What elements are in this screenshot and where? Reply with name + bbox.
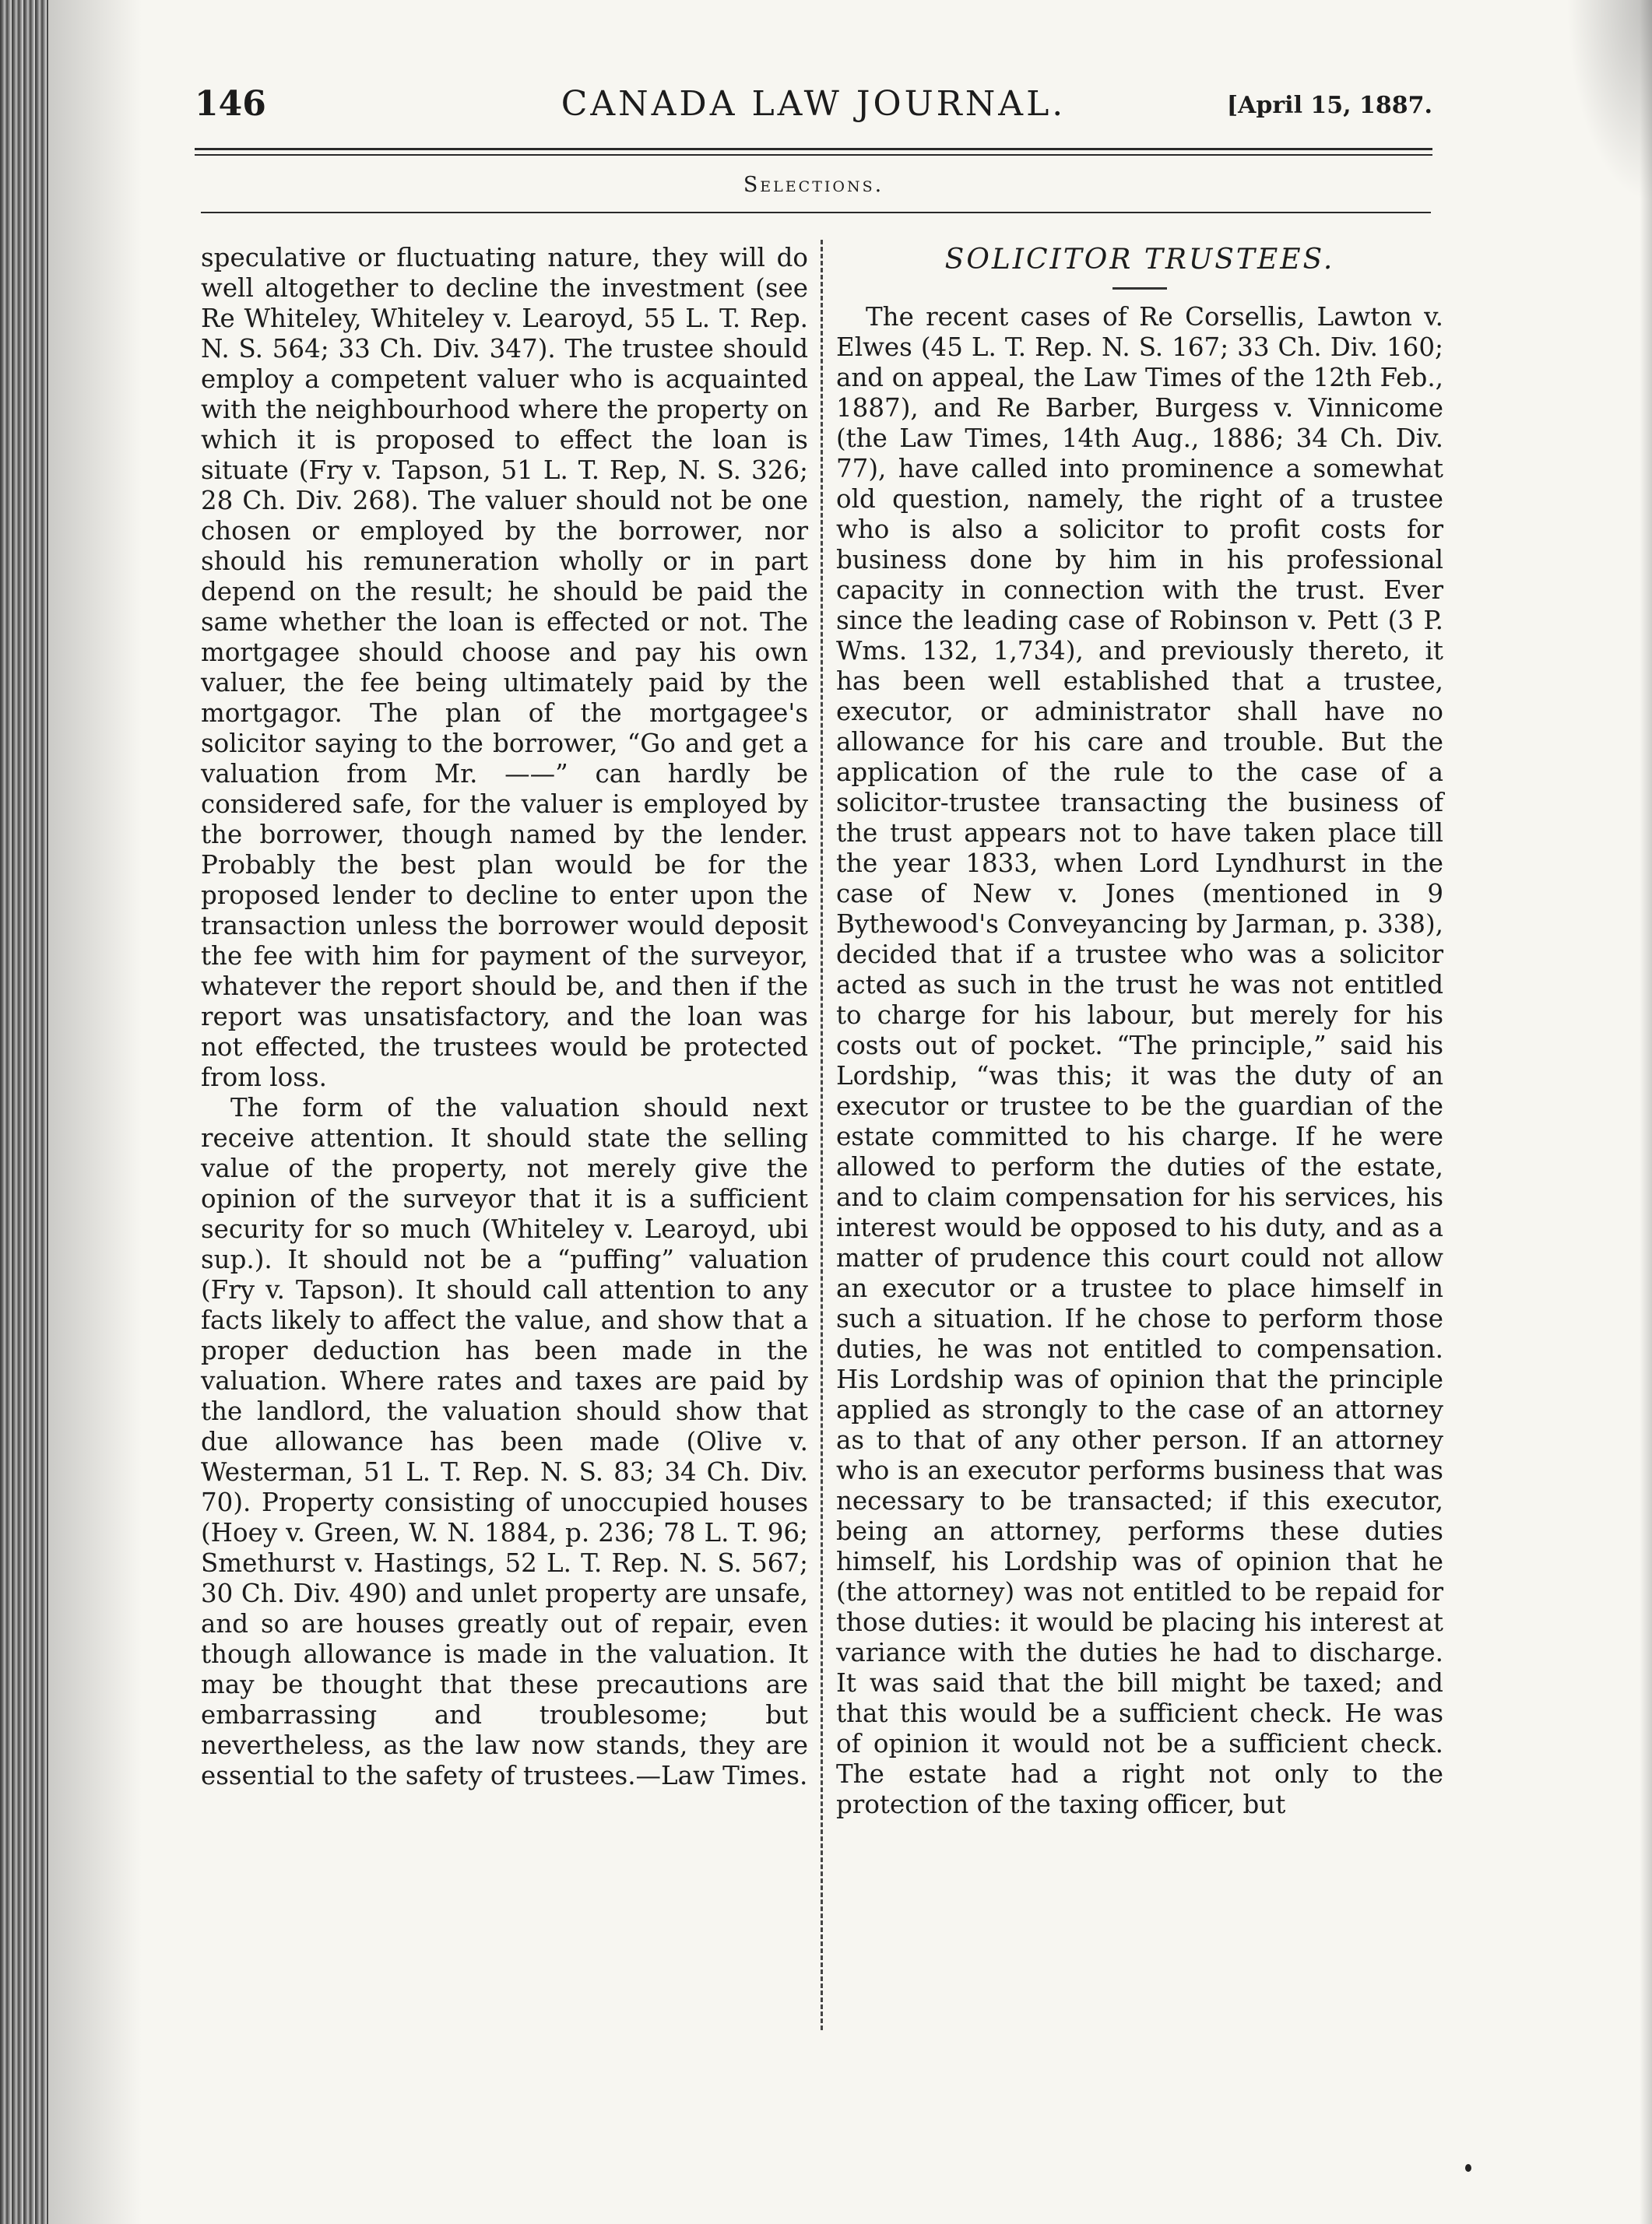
- section-rule: [201, 212, 1431, 213]
- page-number: 146: [195, 84, 266, 124]
- ink-speck: [1465, 2164, 1471, 2172]
- right-column: [836, 243, 1443, 1820]
- left-paragraph: The form of the valuation should next receive attention. It should state the selling value of the property, not merely give the opinion of the surveyor that it is a sufficient security for so much (Whiteley v. Learoyd, ubi sup.). It should not be a “puffing” valuation (Fry v. Tapson). It should call attention to any facts likely to affect the value, and show that a proper deduction has been made in the valuation. Where rates and taxes are paid by the landlord, the valuation should show that due allowance has been made (Olive v. Westerman, 51 L. T. Rep. N. S. 83; 34 Ch. Div. 70). Property consisting of unoccupied houses (Hoey v. Green, W. N. 1884, p. 236; 78 L. T. 96; Smethurst v. Hastings, 52 L. T. Rep. N. S. 567; 30 Ch. Div. 490) and unlet property are unsafe, and so are houses greatly out of repair, even though allowance is made in the valuation. It may be thought that these precautions are embarrassing and troublesome; but nevertheless, as the law now stands, they are essential to the safety of trustees.—Law Times.: [201, 1093, 808, 1790]
- right-paragraph: The recent cases of Re Corsellis, Lawton v. Elwes (45 L. T. Rep. N. S. 167; 33 Ch. Div. 160; and on appeal, the Law Times of the 12th Feb., 1887), and Re Barber, Burgess v. Vinnicome (the Law Times, 14th Aug., 1886; 34 Ch. Div. 77), have called into prominence a somewhat old question, namely, the right of a trustee who is also a solicitor to profit costs for business done by him in his professional capacity in connection with the trust. Ever since the leading case of Robinson v. Pett (3 P. Wms. 132, 1,734), and previously thereto, it has been well established that a trustee, executor, or administrator shall have no allowance for his care and trouble. But the application of the rule to the case of a solicitor-trustee transacting the business of the trust appears not to have taken place till the year 1833, when Lord Lyndhurst in the case of New v. Jones (mentioned in 9 Bythewood's Conveyancing by Jarman, p. 338), decided that if a trustee who was a solicitor acted as such in the trust he was not entitled to charge for his labour, but merely for his costs out of pocket. “The principle,” said his Lordship, “was this; it was the duty of an executor or trustee to be the guardian of the estate committed to his charge. If he were allowed to perform the duties of the estate, and to claim compensation for his services, his interest would be opposed to his duty, and as a matter of prudence this court could not allow an executor or a trustee to place himself in such a situation. If he chose to perform those duties, he was not entitled to compensation. His Lordship was of opinion that the principle applied as strongly to the case of an attorney as to that of any other person. If an attorney who is an executor performs business that was necessary to be transacted; if this executor, being an attorney, performs these duties himself, his Lordship was of opinion that he (the attorney) was not entitled to be repaid for those duties: it would be placing his interest at variance with the duties he had to discharge. It was said that the bill might be taxed; and that this would be a sufficient check. He was of opinion it would not be a sufficient check. The estate had a right not only to the protection of the taxing officer, but: [836, 302, 1443, 1820]
- book-spine-shadow: [0, 0, 48, 2224]
- article-title: SOLICITOR TRUSTEES.: [944, 244, 1335, 276]
- issue-date: [April 15, 1887.: [1226, 92, 1432, 119]
- title-rule: [1112, 287, 1167, 290]
- column-divider: [821, 240, 823, 2030]
- running-header: [195, 81, 1432, 135]
- left-column: [201, 243, 808, 1791]
- section-label: Selections.: [743, 173, 884, 197]
- gutter-shadow: [48, 0, 142, 2224]
- header-rule-top: [195, 148, 1432, 150]
- header-rule-bottom: [195, 154, 1432, 156]
- journal-title: CANADA LAW JOURNAL.: [561, 84, 1067, 124]
- left-paragraph: speculative or fluctuating nature, they will do well altogether to decline the investment (see Re Whiteley, Whiteley v. Learoyd, 55 L. T. Rep. N. S. 564; 33 Ch. Div. 347). The trustee should employ a competent valuer who is acquainted with the neighbourhood where the property on which it is proposed to effect the loan is situate (Fry v. Tapson, 51 L. T. Rep, N. S. 326; 28 Ch. Div. 268). The valuer should not be one chosen or employed by the borrower, nor should his remuneration wholly or in part depend on the result; he should be paid the same whether the loan is effected or not. The mortgagee should choose and pay his own valuer, the fee being ultimately paid by the mortgagor. The plan of the mortgagee's solicitor saying to the borrower, “Go and get a valuation from Mr. ——” can hardly be considered safe, for the valuer is employed by the borrower, though named by the lender. Probably the best plan would be for the proposed lender to decline to enter upon the transaction unless the borrower would deposit the fee with him for payment of the surveyor, whatever the report should be, and then if the report was unsatisfactory, and the loan was not effected, the trustees would be protected from loss.: [201, 243, 808, 1092]
- page-edge: [1640, 0, 1652, 2224]
